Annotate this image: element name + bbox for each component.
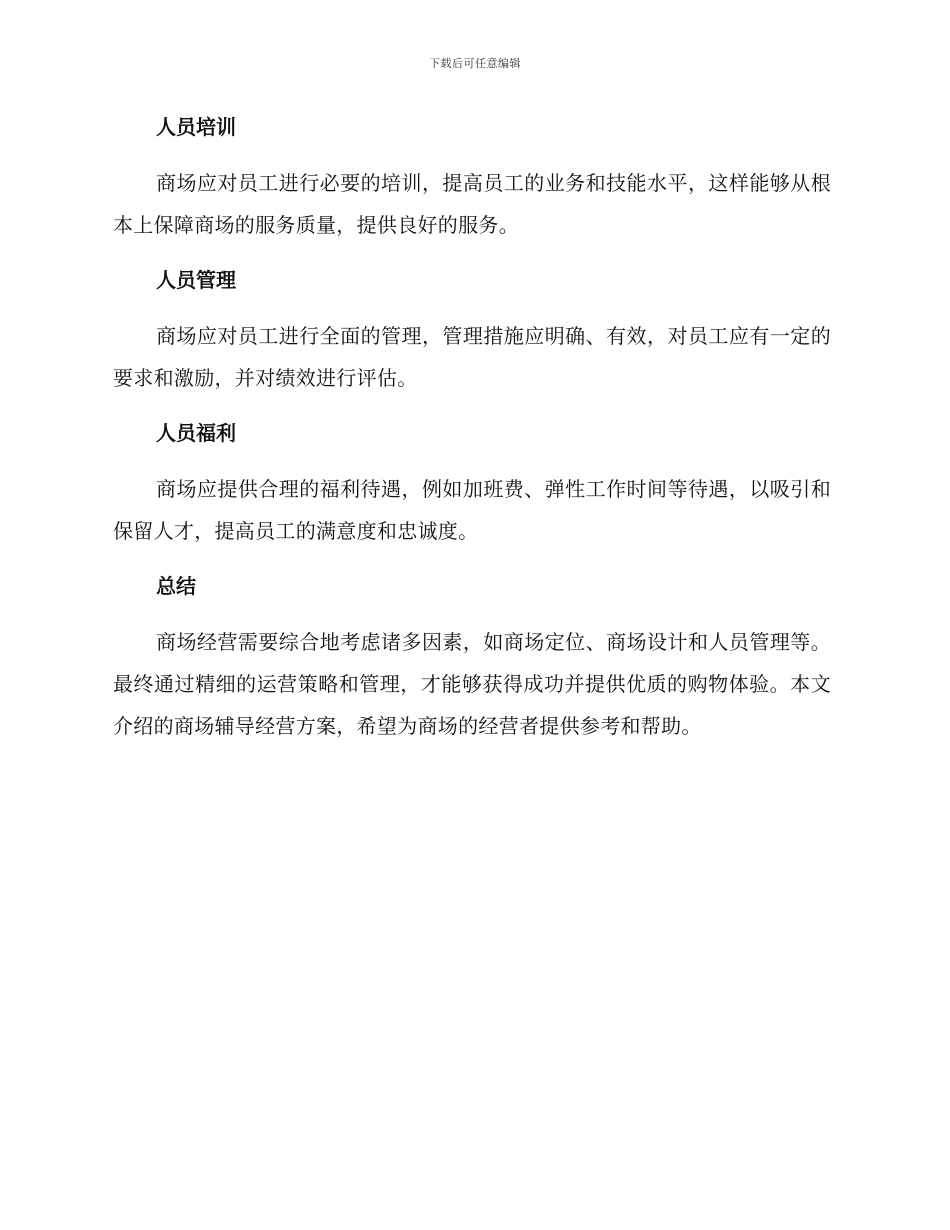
- section-heading-management: 人员管理: [156, 268, 236, 292]
- section-heading-training: 人员培训: [156, 115, 236, 139]
- section-body-welfare: 商场应提供合理的福利待遇，例如加班费、弹性工作时间等待遇，以吸引和保留人才，提高员工的满意度和忠诚度。: [113, 477, 831, 543]
- section-body-summary: 商场经营需要综合地考虑诸多因素，如商场定位、商场设计和人员管理等。最终通过精细的运营策略和管理，才能够获得成功并提供优质的购物体验。本文介绍的商场辅导经营方案，希望为商场的经营者提供参考和帮助。: [113, 630, 831, 738]
- section-heading-summary: 总结: [156, 574, 196, 598]
- section-heading-welfare: 人员福利: [156, 421, 236, 445]
- section-body-management: 商场应对员工进行全面的管理，管理措施应明确、有效，对员工应有一定的要求和激励，并对绩效进行评估。: [113, 324, 831, 390]
- section-body-training: 商场应对员工进行必要的培训，提高员工的业务和技能水平，这样能够从根本上保障商场的服务质量，提供良好的服务。: [113, 171, 831, 237]
- document-content: [113, 110, 831, 764]
- header-note: 下载后可任意编辑: [429, 57, 521, 70]
